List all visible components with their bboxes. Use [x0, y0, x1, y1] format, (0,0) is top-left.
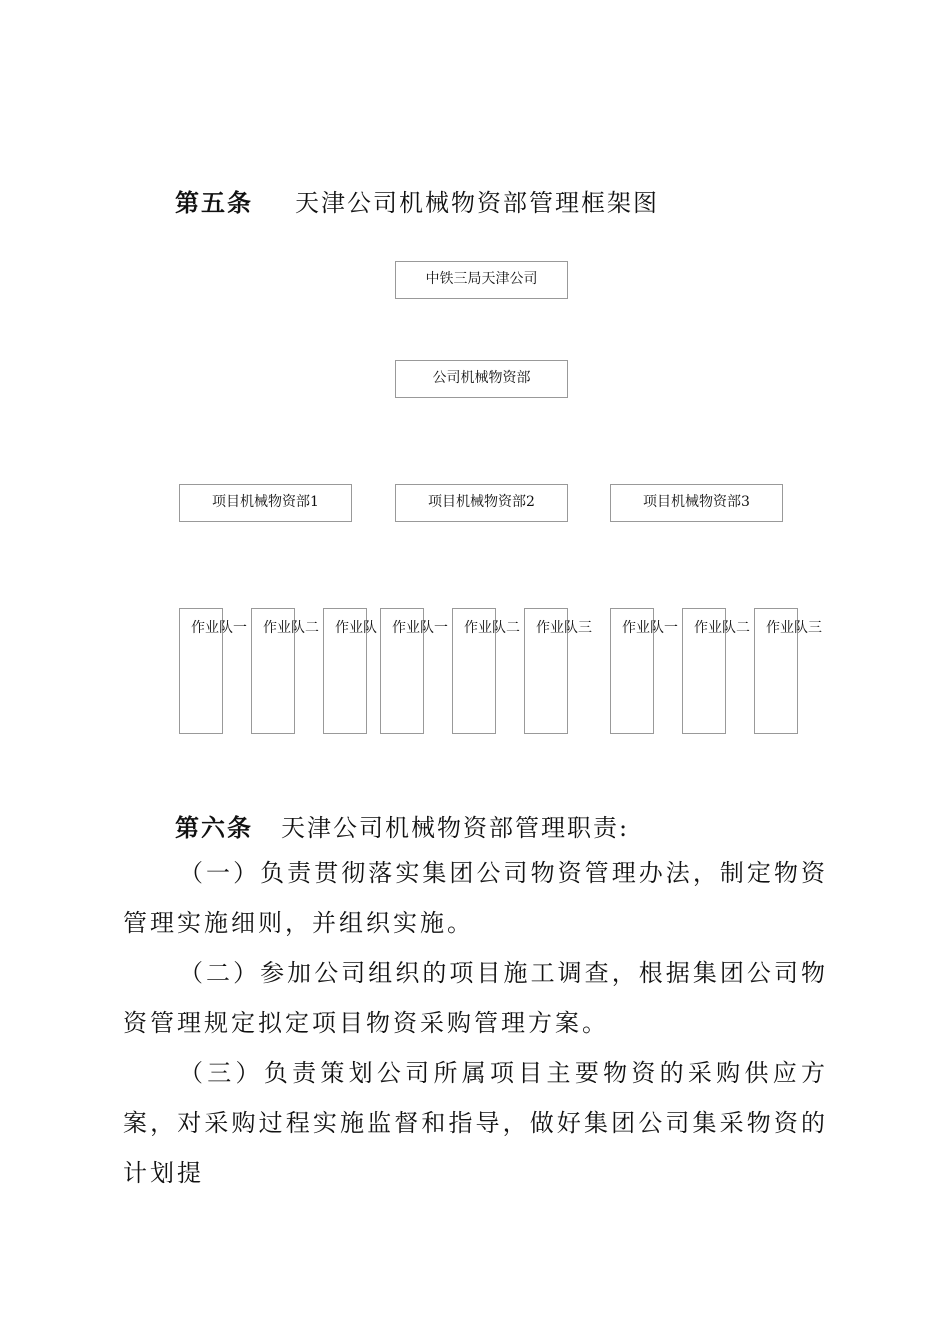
org-department-box: 公司机械物资部	[395, 360, 568, 398]
org-project-box-1: 项目机械物资部1	[179, 484, 352, 522]
org-team-label: 作业队	[335, 620, 377, 636]
article-6-paragraph-1: （一）负责贯彻落实集团公司物资管理办法，制定物资管理实施细则，并组织实施。	[123, 859, 828, 937]
article-6-paragraph-3: （三）负责策划公司所属项目主要物资的采购供应方案，对采购过程实施监督和指导，做好集团公司集采物资的计划提	[123, 1059, 828, 1187]
article-6-title: 天津公司机械物资部管理职责:	[281, 814, 630, 842]
org-team-label: 作业队一	[392, 620, 448, 636]
org-project-box-2: 项目机械物资部2	[395, 484, 568, 522]
article-5-heading	[175, 183, 659, 218]
article-5-number: 第五条	[175, 188, 253, 217]
article-6-number: 第六条	[175, 813, 253, 842]
org-team-label: 作业队二	[694, 620, 750, 636]
article-6-heading	[175, 808, 629, 843]
org-team-label: 作业队一	[191, 620, 247, 636]
org-root-box: 中铁三局天津公司	[395, 261, 568, 299]
article-5-title: 天津公司机械物资部管理框架图	[295, 189, 659, 217]
article-6-paragraph-2: （二）参加公司组织的项目施工调查，根据集团公司物资管理规定拟定项目物资采购管理方案。	[123, 959, 828, 1037]
org-team-label: 作业队二	[464, 620, 520, 636]
org-team-label: 作业队一	[622, 620, 678, 636]
org-project-box-3: 项目机械物资部3	[610, 484, 783, 522]
org-team-label: 作业队三	[536, 620, 592, 636]
org-team-label: 作业队二	[263, 620, 319, 636]
org-team-label: 作业队三	[766, 620, 822, 636]
